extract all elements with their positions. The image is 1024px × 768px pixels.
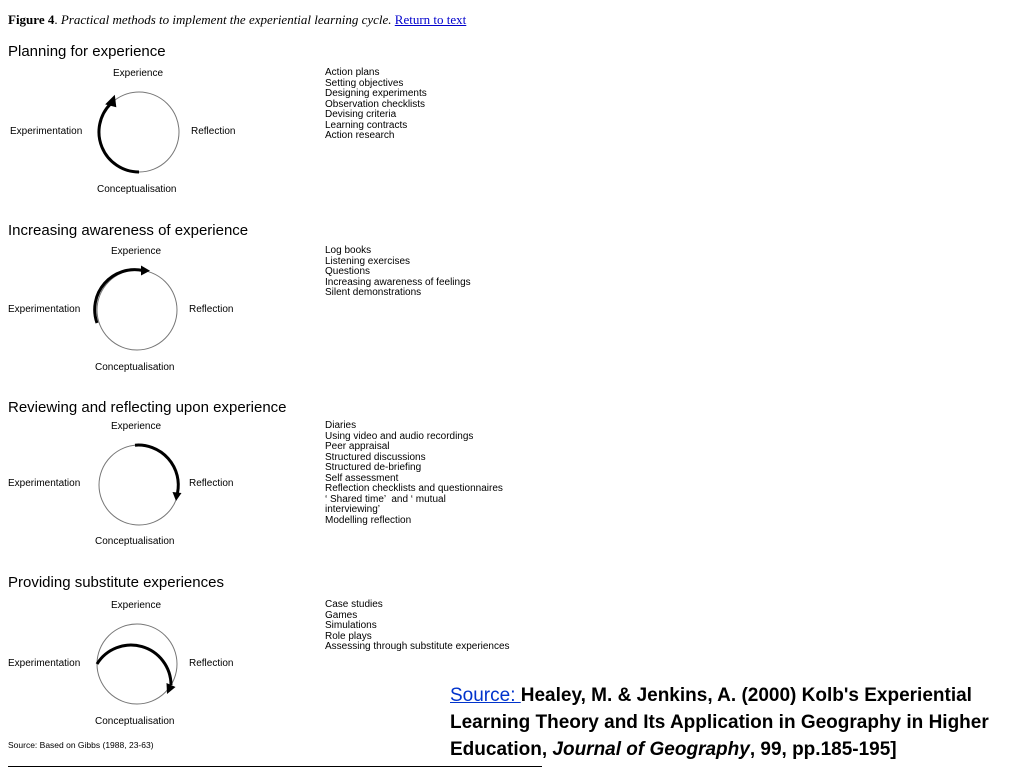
methods-list-reviewing [325,421,503,526]
method-item: Structured de-briefing [325,462,422,473]
method-item: Silent demonstrations [325,287,422,298]
method-item: Observation checklists [325,98,426,110]
panel-heading-awareness: Increasing awareness of experience [8,222,249,239]
node-conceptualisation: Conceptualisation [95,536,175,547]
node-experimentation: Experimentation [8,478,81,489]
method-item: Modelling reflection [325,514,412,526]
horizontal-rule [8,766,542,767]
method-item: Peer appraisal [325,441,390,452]
method-item: Log books [325,245,372,256]
node-experimentation: Experimentation [10,126,83,137]
method-item: Self assessment [325,472,399,484]
methods-list-planning [325,68,427,142]
method-item: Learning contracts [325,119,408,131]
method-item: interviewing’ [325,504,381,515]
node-reflection: Reflection [189,478,234,489]
method-item: Assessing through substitute experiences [325,641,510,652]
node-experience: Experience [111,246,162,257]
method-item: Role plays [325,630,372,642]
method-item: Using video and audio recordings [325,430,474,442]
method-item: Action research [325,130,395,141]
citation-text: Healey, M. & Jenkins, A. (2000) Kolb's Experiential Learning Theory and Its Application in Geography in Higher Education, [450,685,989,760]
node-conceptualisation: Conceptualisation [97,184,177,195]
method-item: Diaries [325,420,357,431]
panel-heading-substitute: Providing substitute experiences [8,574,224,591]
figure-title: Practical methods to implement the experiential learning cycle. [60,12,392,27]
method-item: Listening exercises [325,255,411,267]
method-item: Action plans [325,67,380,78]
cycle-diagram-substitute [95,622,179,706]
cycle-circle [97,270,177,350]
method-item: Structured discussions [325,451,426,463]
node-reflection: Reflection [191,126,236,137]
arrowhead [141,266,150,276]
methods-list-substitute [325,600,510,653]
node-experimentation: Experimentation [8,658,81,669]
cycle-highlight-arc [97,645,171,685]
method-item: Games [325,609,358,621]
panel-heading-reviewing: Reviewing and reflecting upon experience [8,399,287,416]
panel-heading-planning: Planning for experience [8,43,166,60]
method-item: Setting objectives [325,77,404,89]
source-note: Source: Based on Gibbs (1988, 23-63) [8,740,154,750]
citation [450,682,1020,763]
figure-label: Figure 4 [8,12,55,27]
node-experience: Experience [111,421,162,432]
citation-source-link[interactable]: Source: [450,685,521,706]
figure-caption-separator: . [54,12,61,27]
methods-list-awareness [325,246,471,299]
citation-journal: Journal of Geography [552,739,750,760]
cycle-diagram-planning [97,90,181,174]
method-item: Questions [325,266,371,277]
method-item: Designing experiments [325,88,427,99]
node-experimentation: Experimentation [8,304,81,315]
cycle-highlight-arc [99,104,139,172]
arrowhead [105,95,116,107]
method-item: Increasing awareness of feelings [325,276,471,288]
method-item: Case studies [325,599,383,610]
method-item: Devising criteria [325,109,397,120]
figure-caption [8,12,466,28]
arrowhead [173,492,182,501]
cycle-diagram-reviewing [97,443,181,527]
node-experience: Experience [113,68,164,79]
method-item: ‘ Shared time’ and ‘ mutual [325,493,446,505]
node-conceptualisation: Conceptualisation [95,362,175,373]
cycle-highlight-arc [135,445,178,493]
node-experience: Experience [111,600,162,611]
return-to-text-link[interactable]: Return to text [394,12,467,27]
node-reflection: Reflection [189,658,234,669]
cycle-diagram-awareness [95,268,179,352]
cycle-highlight-arc [95,270,143,323]
citation-details: , 99, pp.185-195] [749,739,897,760]
method-item: Reflection checklists and questionnaires [325,483,503,494]
node-reflection: Reflection [189,304,234,315]
method-item: Simulations [325,620,377,631]
node-conceptualisation: Conceptualisation [95,716,175,727]
